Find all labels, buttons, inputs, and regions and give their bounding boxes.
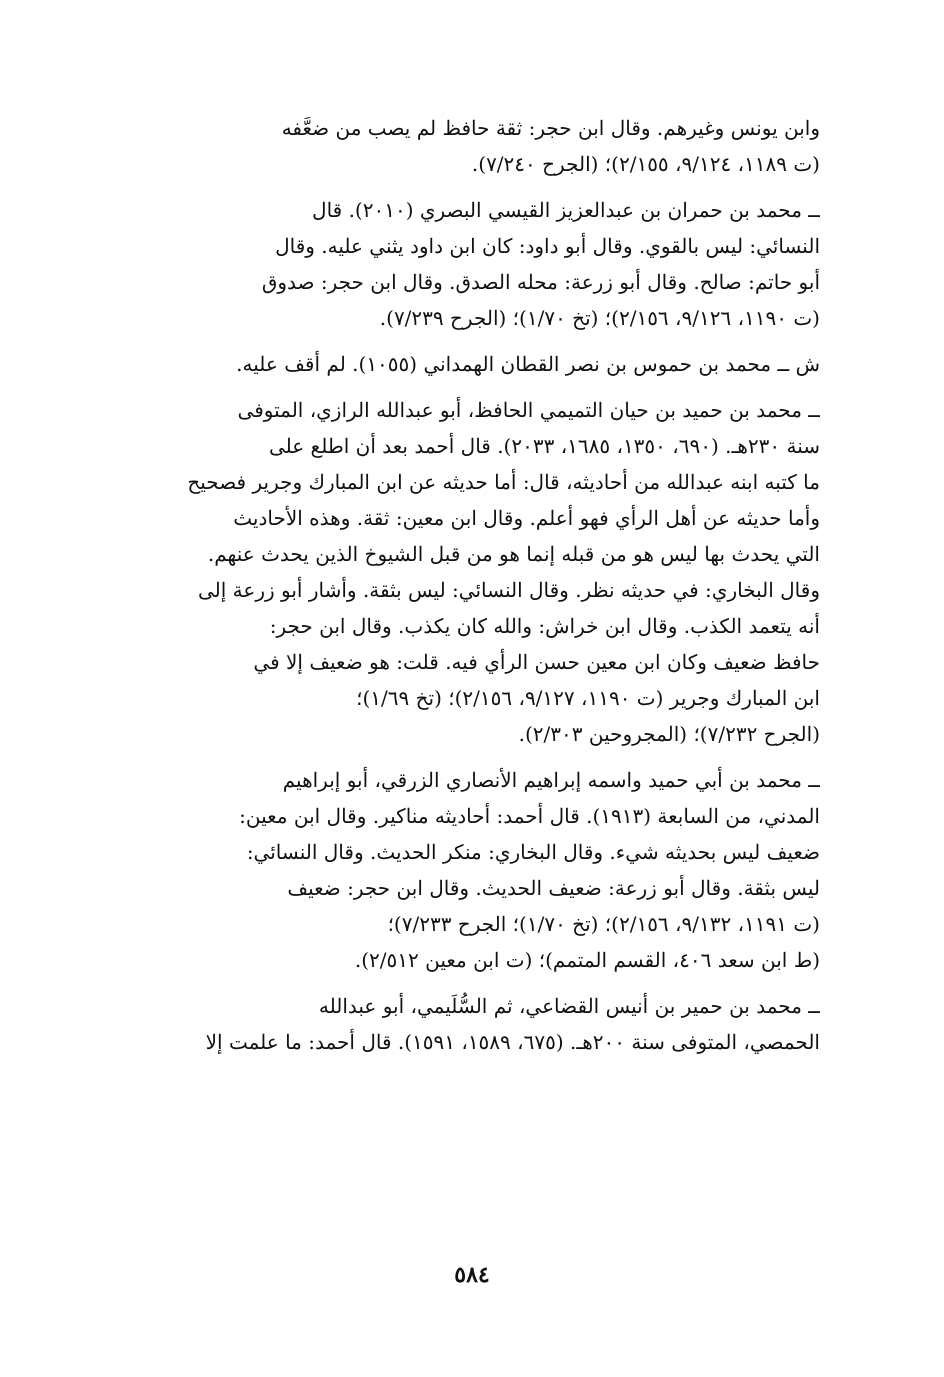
paragraph-gap xyxy=(126,336,820,346)
text-line: ــ محمد بن حمران بن عبدالعزيز القيسي البصري (٢٠١٠). قال xyxy=(312,198,820,222)
text-line: أبو حاتم: صالح. وقال أبو زرعة: محله الصدق. وقال ابن حجر: صدوق xyxy=(261,270,820,294)
text-line: ابن المبارك وجرير (ت ١١٩٠، ٩/١٢٧، ٢/١٥٦)؛ (تخ ١/٦٩)؛ xyxy=(356,686,820,710)
text-line: (الجرح ٧/٢٣٢)؛ (المجروحين ٢/٣٠٣). xyxy=(518,722,820,746)
text-line: وقال البخاري: في حديثه نظر. وقال النسائي: ليس بثقة. وأشار أبو زرعة إلى xyxy=(198,578,820,602)
paragraph xyxy=(126,988,820,1060)
text-line: النسائي: ليس بالقوي. وقال أبو داود: كان ابن داود يثني عليه. وقال xyxy=(275,234,820,258)
text-line: حافظ ضعيف وكان ابن معين حسن الرأي فيه. قلت: هو ضعيف إلا في xyxy=(253,650,820,674)
text-line: (ت ١١٨٩، ٩/١٢٤، ٢/١٥٥)؛ (الجرح ٧/٢٤٠). xyxy=(471,152,820,176)
text-line: ضعيف ليس بحديثه شيء. وقال البخاري: منكر الحديث. وقال النسائي: xyxy=(246,840,820,864)
text-line: ــ محمد بن أبي حميد واسمه إبراهيم الأنصاري الزرقي، أبو إبراهيم xyxy=(282,768,820,792)
text-line: سنة ٢٣٠هـ. (٦٩٠، ١٣٥٠، ١٦٨٥، ٢٠٣٣). قال أحمد بعد أن اطلع على xyxy=(268,434,820,458)
text-line: ــ محمد بن حمير بن أنيس القضاعي، ثم السُّلَيمي، أبو عبدالله xyxy=(318,994,820,1018)
text-line: وأما حديثه عن أهل الرأي فهو أعلم. وقال ابن معين: ثقة. وهذه الأحاديث xyxy=(233,506,820,530)
paragraph-gap xyxy=(126,182,820,192)
text-line: (ت ١١٩١، ٩/١٣٢، ٢/١٥٦)؛ (تخ ١/٧٠)؛ الجرح ٧/٢٣٣)؛ xyxy=(387,912,820,936)
paragraph-gap xyxy=(126,752,820,762)
text-line: (ت ١١٩٠، ٩/١٢٦، ٢/١٥٦)؛ (تخ ١/٧٠)؛ (الجرح ٧/٢٣٩). xyxy=(379,306,820,330)
text-line: ليس بثقة. وقال أبو زرعة: ضعيف الحديث. وقال ابن حجر: ضعيف xyxy=(287,876,820,900)
page-number: ٥٨٤ xyxy=(454,1262,490,1288)
text-line: التي يحدث بها ليس هو من قبله إنما هو من قبل الشيوخ الذين يحدث عنهم. xyxy=(207,542,820,566)
paragraph xyxy=(126,192,820,336)
text-line: أنه يتعمد الكذب. وقال ابن خراش: والله كان يكذب. وقال ابن حجر: xyxy=(269,614,820,638)
paragraph xyxy=(126,346,820,382)
text-line: (ط ابن سعد ٤٠٦، القسم المتمم)؛ (ت ابن معين ٢/٥١٢). xyxy=(354,948,820,972)
text-line: الحمصي، المتوفى سنة ٢٠٠هـ. (٦٧٥، ١٥٨٩، ١٥٩١). قال أحمد: ما علمت إلا xyxy=(205,1030,820,1054)
page-body xyxy=(126,110,820,1060)
text-line: ش ــ محمد بن حموس بن نصر القطان الهمداني (١٠٥٥). لم أقف عليه. xyxy=(236,352,820,376)
paragraph-gap xyxy=(126,978,820,988)
paragraph xyxy=(126,762,820,978)
text-line: المدني، من السابعة (١٩١٣). قال أحمد: أحاديثه مناكير. وقال ابن معين: xyxy=(239,804,820,828)
text-line: ما كتبه ابنه عبدالله من أحاديثه، قال: أما حديثه عن ابن المبارك وجرير فصحيح xyxy=(187,470,820,494)
paragraph xyxy=(126,110,820,182)
text-line: ــ محمد بن حميد بن حيان التميمي الحافظ، أبو عبدالله الرازي، المتوفى xyxy=(237,398,820,422)
paragraph-gap xyxy=(126,382,820,392)
paragraph xyxy=(126,392,820,752)
text-line: وابن يونس وغيرهم. وقال ابن حجر: ثقة حافظ لم يصب من ضعَّفه xyxy=(281,116,820,140)
